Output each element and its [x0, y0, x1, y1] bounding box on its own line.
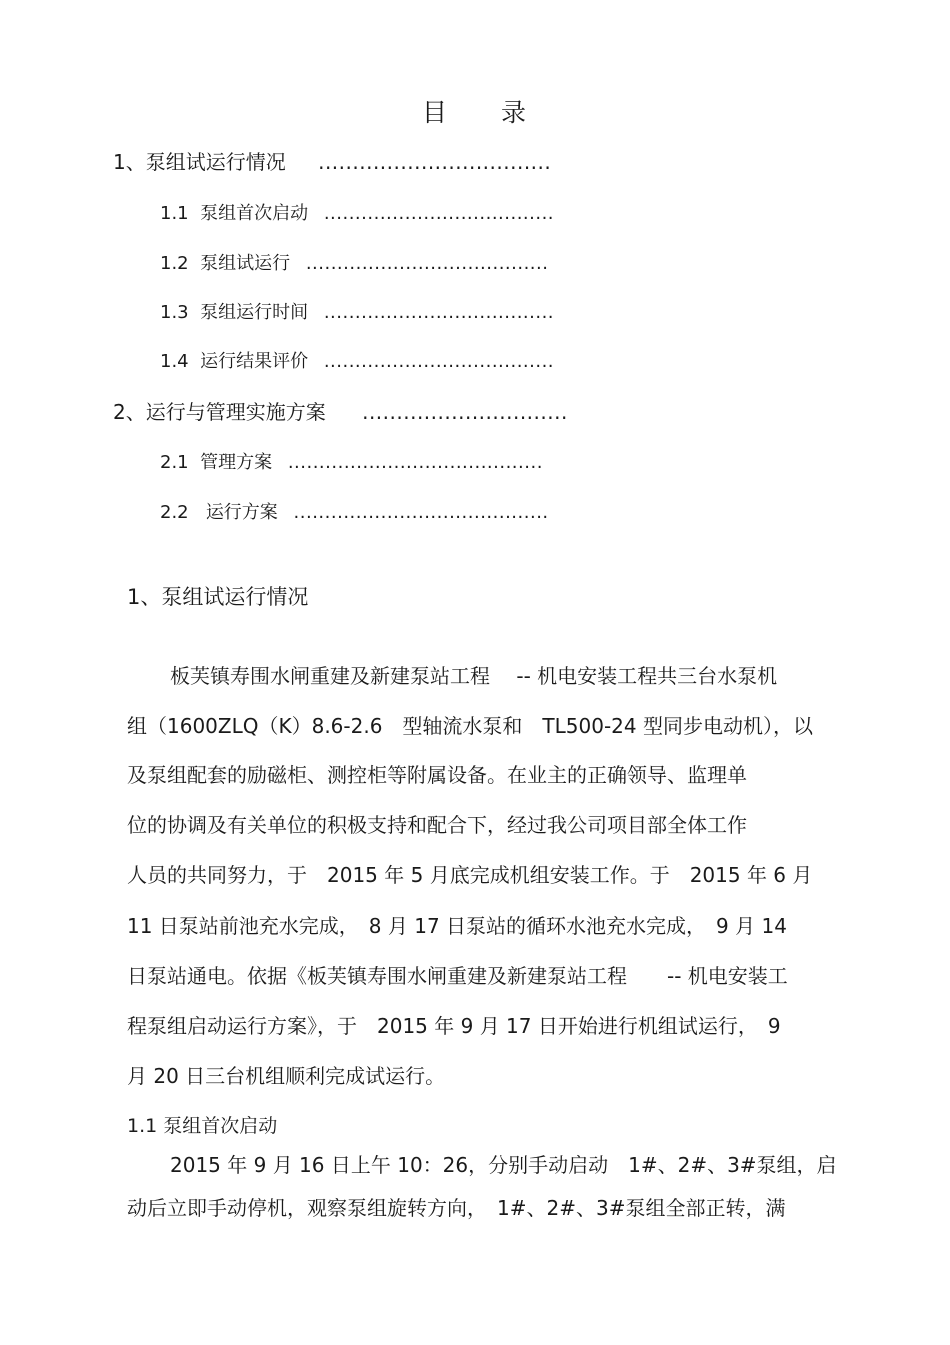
- toc-item-2[interactable]: [113, 398, 568, 426]
- toc-num: 2.1: [160, 452, 189, 473]
- paragraph-line: 人员的共同努力，于 2015 年 5 月底完成机组安装工作。于 2015 年 6 月: [127, 863, 813, 887]
- title-char-2: 录: [501, 98, 529, 127]
- toc-dots: .....................................: [323, 203, 555, 224]
- toc-num: 2.2: [160, 502, 189, 523]
- paragraph-line: 月 20 日三台机组顺利完成试运行。: [127, 1064, 446, 1088]
- toc-dots: .......................................: [305, 253, 549, 274]
- paragraph-line: 位的协调及有关单位的积极支持和配合下，经过我公司项目部全体工作: [127, 813, 747, 837]
- toc-text: 运行方案: [205, 502, 278, 523]
- section-heading: 1、泵组试运行情况: [127, 585, 309, 609]
- toc-dots: .....................................: [323, 302, 555, 323]
- toc-item-2-2[interactable]: [160, 499, 549, 527]
- paragraph-line: 板芙镇寿围水闸重建及新建泵站工程 -- 机电安装工程共三台水泵机: [170, 664, 778, 688]
- page-title: [0, 93, 950, 129]
- toc-num: 1.3: [160, 302, 189, 323]
- paragraph-line: 及泵组配套的励磁柜、测控柜等附属设备。在业主的正确领导、监理单: [127, 763, 747, 787]
- toc-text: 泵组运行时间: [200, 302, 309, 323]
- toc-item-1-1[interactable]: [160, 200, 554, 228]
- paragraph-line: 11 日泵站前池充水完成， 8 月 17 日泵站的循环水池充水完成， 9 月 14: [127, 914, 787, 938]
- subsection-heading: 1.1 泵组首次启动: [127, 1115, 278, 1137]
- paragraph-line: 动后立即手动停机，观察泵组旋转方向， 1#、2#、3#泵组全部正转，满: [127, 1196, 786, 1220]
- toc-num: 1、: [113, 150, 146, 174]
- toc-dots: .........................................: [287, 452, 543, 473]
- toc-item-1[interactable]: [113, 148, 551, 176]
- toc-num: 1.4: [160, 351, 189, 372]
- toc-num: 1.2: [160, 253, 189, 274]
- toc-item-2-1[interactable]: [160, 449, 543, 477]
- toc-text: 管理方案: [200, 452, 273, 473]
- toc-text: 运行与管理实施方案: [145, 400, 326, 424]
- toc-num: 2、: [113, 400, 146, 424]
- toc-dots: .........................................: [293, 502, 549, 523]
- toc-item-1-3[interactable]: [160, 299, 554, 327]
- toc-num: 1.1: [160, 203, 189, 224]
- toc-text: 泵组首次启动: [200, 203, 309, 224]
- toc-item-1-2[interactable]: [160, 250, 548, 278]
- toc-dots: .....................................: [323, 351, 555, 372]
- toc-text: 运行结果评价: [200, 351, 309, 372]
- paragraph-line: 日泵站通电。依据《板芙镇寿围水闸重建及新建泵站工程 -- 机电安装工: [127, 964, 788, 988]
- toc-item-1-4[interactable]: [160, 348, 554, 376]
- paragraph-line: 2015 年 9 月 16 日上午 10：26，分别手动启动 1#、2#、3#泵组，启: [170, 1153, 837, 1177]
- paragraph-line: 组（1600ZLQ（K）8.6-2.6 型轴流水泵和 TL500-24 型同步电动机），以: [127, 714, 813, 738]
- toc-text: 泵组试运行: [200, 253, 291, 274]
- title-char-1: 目: [421, 98, 449, 127]
- toc-text: 泵组试运行情况: [145, 150, 286, 174]
- toc-dots: ..................................: [318, 150, 552, 174]
- paragraph-line: 程泵组启动运行方案》，于 2015 年 9 月 17 日开始进行机组试运行， 9: [127, 1014, 781, 1038]
- toc-dots: ..............................: [362, 400, 568, 424]
